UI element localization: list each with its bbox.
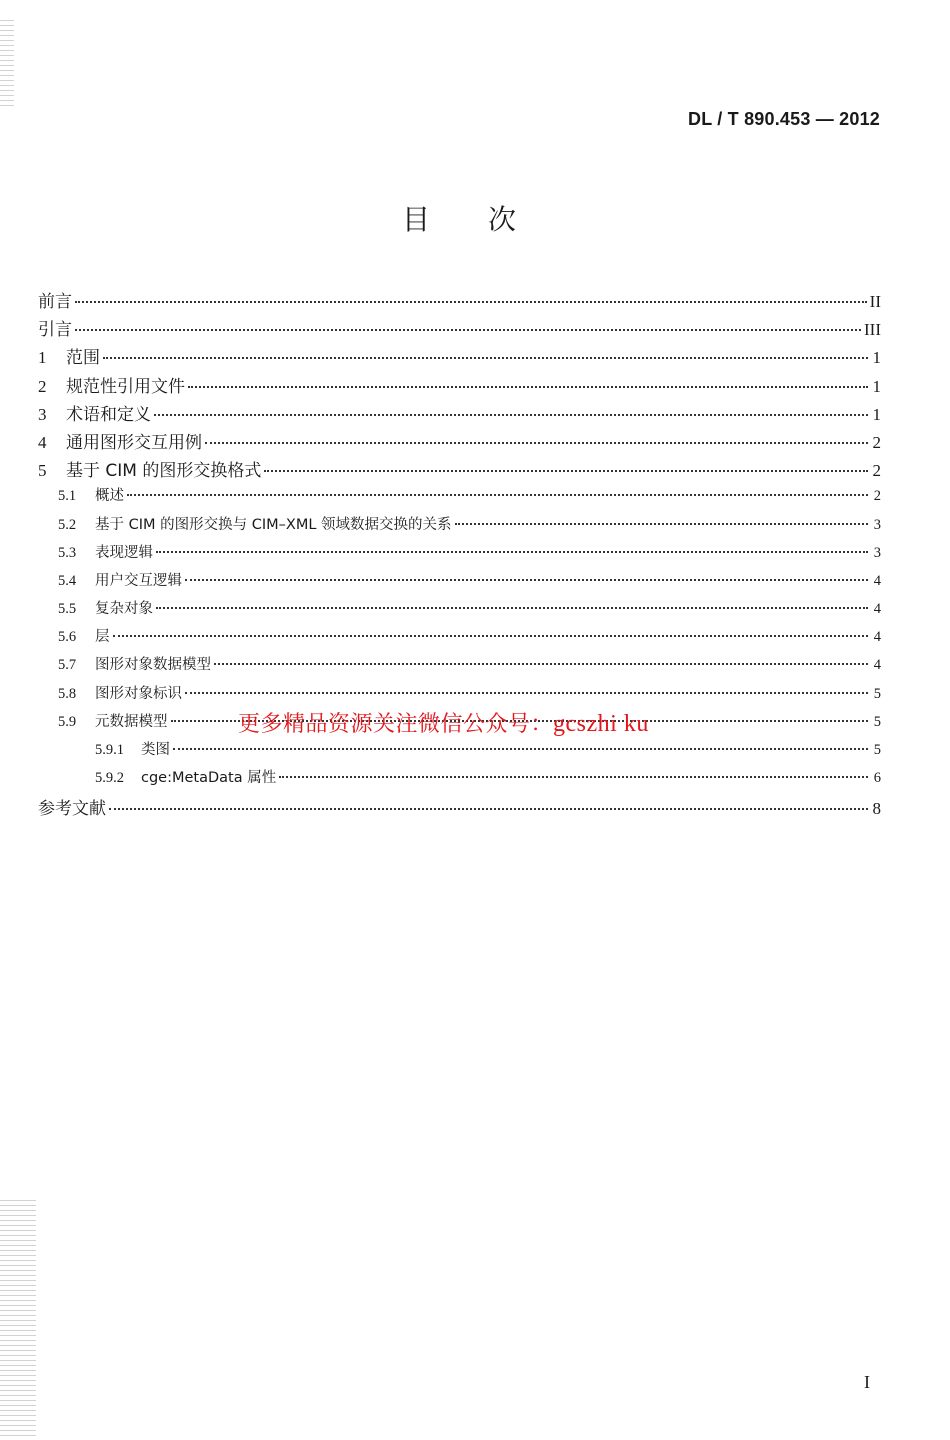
toc-entry[interactable]: [38, 766, 881, 794]
scan-artifact: [0, 20, 14, 110]
toc-entry-number: 2: [38, 376, 47, 396]
toc-entry-number: 5.5: [58, 601, 77, 618]
toc-entry-label: 基于 CIM 的图形交换格式: [66, 461, 262, 482]
toc-entry-number: 5.9.1: [95, 742, 124, 758]
toc-entry-label: 范围: [66, 348, 100, 369]
dot-leader: [188, 386, 868, 388]
dot-leader: [264, 470, 868, 472]
toc-entry-page: 5: [873, 713, 881, 730]
dot-leader: [279, 776, 868, 778]
toc-entry-number: 5.3: [58, 544, 77, 561]
watermark: [238, 707, 649, 738]
toc-entry-number: 5.9.2: [95, 770, 124, 787]
toc-entry-page: 1: [872, 348, 881, 368]
toc-entry[interactable]: [38, 315, 881, 343]
scan-artifact: [0, 1200, 36, 1440]
toc-entry-page: 1: [872, 404, 881, 424]
toc-entry-page: II: [869, 292, 881, 311]
toc-entry[interactable]: [38, 372, 881, 400]
toc-entry-label: 表现逻辑: [95, 544, 153, 561]
toc-entry-page: 4: [873, 572, 881, 589]
toc-entry-page: 4: [873, 657, 881, 674]
watermark-text: 更多精品资源关注微信公众号：: [238, 712, 554, 737]
dot-leader: [113, 635, 869, 637]
toc-entry-number: 5.7: [58, 657, 77, 674]
toc-entry[interactable]: [38, 738, 881, 766]
toc-entry[interactable]: [38, 513, 881, 541]
toc-entry[interactable]: [38, 597, 881, 625]
toc-entry[interactable]: [38, 456, 881, 484]
toc-entry-number: 5.1: [58, 488, 77, 505]
toc-entry-label: 图形对象数据模型: [95, 657, 211, 674]
toc-entry[interactable]: [38, 569, 881, 597]
toc-entry-number: 1: [38, 348, 47, 368]
dot-leader: [127, 494, 868, 496]
watermark-id: gcszhi ku: [553, 711, 649, 737]
toc-entry[interactable]: [38, 794, 881, 822]
toc-entry[interactable]: [38, 653, 881, 681]
toc-entry-number: 5.4: [58, 572, 77, 589]
dot-leader: [103, 357, 868, 359]
toc-entry[interactable]: [38, 625, 881, 653]
dot-leader: [214, 663, 868, 665]
toc-entry-page: 2: [873, 488, 881, 505]
dot-leader: [455, 523, 868, 525]
toc-entry-number: 4: [38, 432, 47, 452]
toc-entry[interactable]: [38, 287, 881, 315]
table-of-contents: [38, 287, 881, 823]
dot-leader: [156, 607, 868, 609]
toc-entry-number: 5: [38, 461, 47, 481]
toc-entry-label: 图形对象标识: [95, 685, 182, 702]
toc-entry-label: 层: [95, 629, 110, 646]
title-char-2: 次: [488, 203, 519, 236]
toc-entry[interactable]: [38, 682, 881, 710]
toc-entry-number: 5.6: [58, 629, 77, 646]
toc-entry-label: 前言: [38, 292, 72, 312]
toc-entry-number: 5.9: [58, 713, 77, 730]
toc-entry-label: 复杂对象: [95, 601, 153, 618]
page-title: [0, 198, 920, 238]
toc-entry-page: 1: [872, 376, 881, 396]
toc-entry-label: 类图: [141, 742, 170, 758]
toc-entry-number: 5.8: [58, 685, 77, 702]
dot-leader: [75, 329, 861, 331]
dot-leader: [185, 692, 868, 694]
title-char-1: 目: [401, 203, 432, 236]
toc-entry-label: 术语和定义: [66, 404, 151, 425]
toc-entry[interactable]: [38, 400, 881, 428]
toc-entry-page: 3: [873, 544, 881, 561]
toc-entry-label: 基于 CIM 的图形交换与 CIM–XML 领域数据交换的关系: [95, 516, 452, 533]
toc-entry-label: 规范性引用文件: [66, 376, 185, 397]
toc-entry-label: 参考文献: [38, 799, 106, 820]
toc-entry-page: III: [864, 320, 881, 340]
dot-leader: [185, 579, 868, 581]
dot-leader: [154, 414, 868, 416]
toc-entry-label: 通用图形交互用例: [66, 432, 202, 453]
toc-entry-page: 5: [873, 685, 881, 702]
dot-leader: [75, 301, 867, 303]
dot-leader: [109, 808, 868, 810]
dot-leader: [205, 442, 868, 444]
dot-leader: [156, 551, 868, 553]
toc-entry-page: 8: [872, 799, 881, 819]
toc-entry-page: 2: [872, 432, 881, 452]
standard-code: DL / T 890.453 — 2012: [688, 109, 880, 129]
toc-entry-page: 5: [873, 742, 881, 758]
toc-entry[interactable]: [38, 541, 881, 569]
toc-entry-number: 5.2: [58, 516, 77, 533]
toc-entry-page: 4: [873, 629, 881, 646]
toc-entry-label: cge:MetaData 属性: [141, 770, 277, 787]
toc-entry-page: 4: [873, 601, 881, 618]
dot-leader: [173, 748, 868, 750]
toc-entry[interactable]: [38, 484, 881, 512]
toc-entry-page: 3: [873, 516, 881, 533]
page-number: I: [864, 1372, 870, 1392]
toc-entry-number: 3: [38, 404, 47, 424]
toc-entry-label: 元数据模型: [95, 713, 168, 730]
toc-entry[interactable]: [38, 428, 881, 456]
toc-entry-label: 引言: [38, 320, 72, 341]
toc-entry-page: 2: [872, 461, 881, 481]
toc-entry-label: 用户交互逻辑: [95, 572, 182, 589]
toc-entry[interactable]: [38, 343, 881, 371]
toc-entry-page: 6: [873, 770, 881, 787]
toc-entry-label: 概述: [95, 488, 124, 505]
